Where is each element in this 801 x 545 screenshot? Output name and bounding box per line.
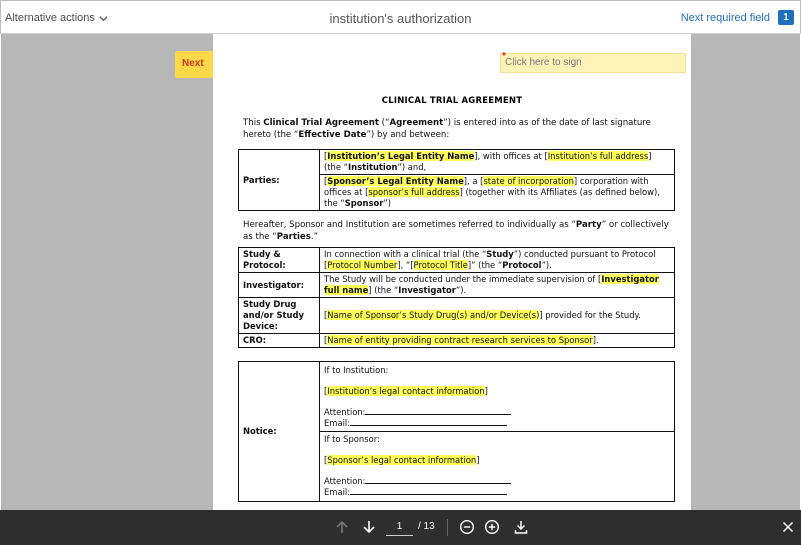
investigator-name-field[interactable]: Investigator full name: [324, 274, 659, 295]
sponsor-address-field[interactable]: sponsor’s full address: [368, 187, 460, 197]
arrow-up-icon: [334, 519, 350, 535]
page-title: institution's authorization: [329, 11, 472, 26]
arrow-down-icon: [361, 519, 377, 535]
institution-notice-heading: If to Institution:: [324, 365, 389, 375]
sponsor-notice-cell: If to Sponsor: [Sponsor’s legal contact information] Attention: Email:: [320, 432, 675, 502]
close-icon: [780, 519, 796, 535]
sponsor-email-line[interactable]: [350, 487, 507, 495]
state-of-incorporation-field[interactable]: state of incorporation: [483, 176, 574, 186]
investigator-cell: The Study will be conducted under the immediate supervision of [Investigator full name] (the “Investigator”).: [320, 273, 675, 298]
notice-table: [238, 361, 675, 502]
close-button[interactable]: [780, 519, 796, 535]
institution-attention-line[interactable]: [365, 407, 511, 415]
intro-paragraph: This Clinical Trial Agreement (“Agreement”) is entered into as of the date of last signature hereto (the “Effective Date”) by and between:: [243, 118, 651, 140]
download-button[interactable]: [513, 519, 529, 535]
cro-name-field[interactable]: Name of entity providing contract research services to Sponsor: [327, 335, 593, 345]
sponsor-attention-line[interactable]: [365, 476, 511, 484]
investigator-label: Investigator:: [239, 273, 320, 298]
institution-address-field[interactable]: Institution’s full address: [547, 151, 649, 161]
download-icon: [513, 519, 529, 535]
institution-entity-field[interactable]: Institution’s Legal Entity Name: [327, 151, 475, 161]
sign-here-field[interactable]: Click here to sign: [500, 53, 686, 73]
institution-notice-cell: If to Institution: [Institution’s legal contact information] Attention: Email:: [320, 362, 675, 432]
notice-label: Notice:: [239, 362, 320, 502]
study-details-table: [238, 247, 675, 348]
cro-cell: [Name of entity providing contract research services to Sponsor].: [320, 334, 675, 348]
institution-email-line[interactable]: [350, 418, 507, 426]
parties-label: Parties:: [239, 150, 320, 211]
next-tab-label: Next: [182, 58, 204, 69]
page-number-input[interactable]: [386, 518, 413, 536]
zoom-out-button[interactable]: [459, 519, 475, 535]
bottom-toolbar: [0, 510, 801, 545]
protocol-number-field[interactable]: Protocol Number: [327, 260, 398, 270]
study-protocol-cell: In connection with a clinical trial (the “Study”) conducted pursuant to Protocol [Protocol Number], “[Protocol Title]” (the “Protocol”).: [320, 248, 675, 273]
zoom-in-button[interactable]: [484, 519, 500, 535]
zoom-out-icon: [459, 519, 475, 535]
document-page: [213, 34, 691, 510]
sponsor-contact-field[interactable]: Sponsor’s legal contact information: [327, 455, 477, 465]
required-marker: *: [502, 51, 506, 62]
study-protocol-label: Study & Protocol:: [239, 248, 320, 273]
hereafter-paragraph: Hereafter, Sponsor and Institution are sometimes referred to individually as “Party” or collectively as the “Parties.”: [243, 220, 669, 242]
zoom-in-icon: [484, 519, 500, 535]
institution-contact-field[interactable]: Institution’s legal contact information: [327, 386, 485, 396]
required-field-count-badge: 1: [778, 10, 794, 25]
alternative-actions-label: Alternative actions: [5, 12, 95, 24]
page-total: / 13: [418, 521, 435, 532]
toolbar-divider: [447, 519, 448, 536]
agreement-title: CLINICAL TRIAL AGREEMENT: [381, 96, 523, 106]
cro-label: CRO:: [239, 334, 320, 348]
sponsor-party-cell: [Sponsor’s Legal Entity Name], a [state of incorporation] corporation with offices at [sponsor’s full address] (together with its Affiliates (as defined below), the “Sponsor”): [320, 175, 675, 211]
study-drug-cell: [Name of Sponsor’s Study Drug(s) and/or Device(s)] provided for the Study.: [320, 298, 675, 334]
study-drug-field[interactable]: Name of Sponsor’s Study Drug(s) and/or Device(s): [327, 310, 540, 320]
next-page-button[interactable]: [361, 519, 377, 535]
institution-party-cell: [Institution’s Legal Entity Name], with offices at [Institution’s full address] (the “Institution”) and,: [320, 150, 675, 175]
next-required-field-link[interactable]: Next required field: [680, 12, 770, 24]
parties-table: [238, 149, 675, 211]
sponsor-notice-heading: If to Sponsor:: [324, 434, 380, 444]
study-drug-label: Study Drug and/or Study Device:: [239, 298, 320, 334]
top-bar: [0, 0, 801, 34]
previous-page-button[interactable]: [334, 519, 350, 535]
protocol-title-field[interactable]: Protocol Title: [413, 260, 468, 270]
document-viewer[interactable]: [1, 34, 800, 510]
sponsor-entity-field[interactable]: Sponsor’s Legal Entity Name: [327, 176, 464, 186]
